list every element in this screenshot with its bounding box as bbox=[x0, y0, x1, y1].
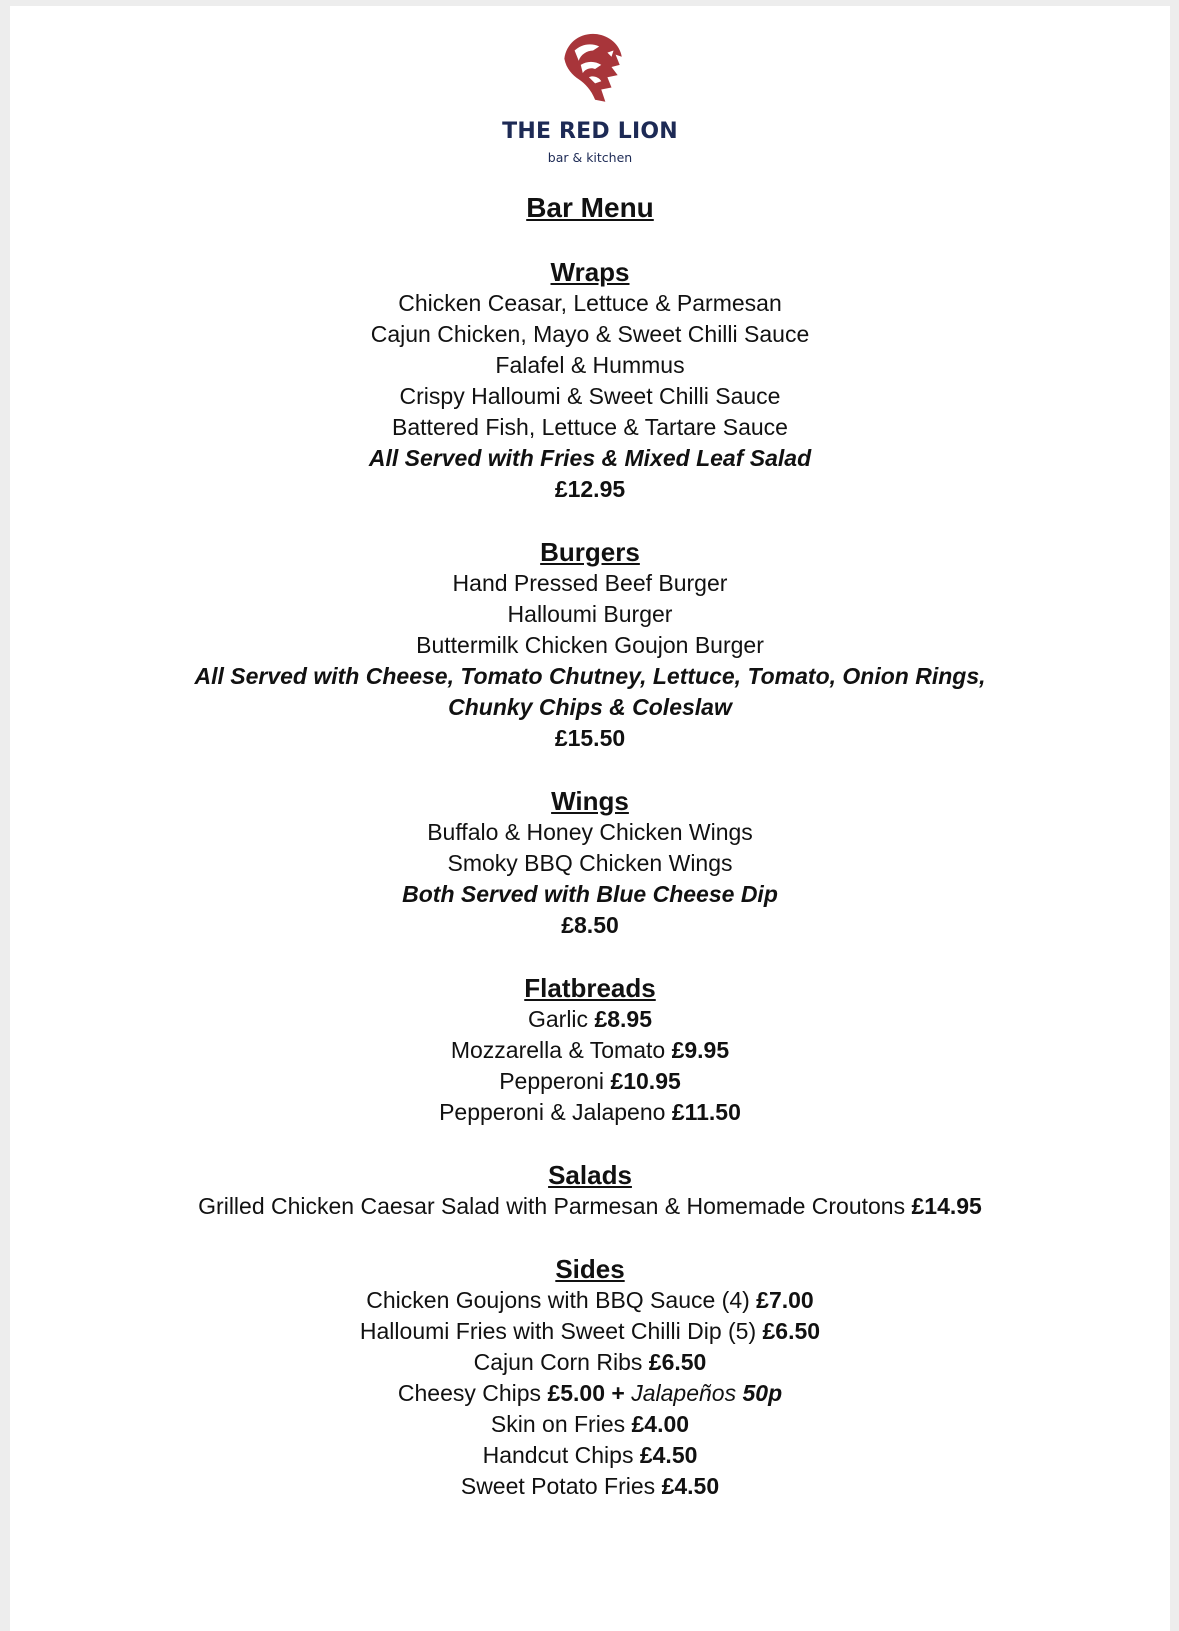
item-price: £6.50 bbox=[762, 1318, 821, 1344]
item-name: Cajun Corn Ribs bbox=[473, 1349, 643, 1375]
menu-item: Buttermilk Chicken Goujon Burger bbox=[416, 632, 764, 658]
section-price: £15.50 bbox=[554, 725, 626, 751]
item-name: Pepperoni bbox=[499, 1068, 605, 1094]
item-price: £4.50 bbox=[661, 1473, 720, 1499]
brand-name: THE RED LION bbox=[502, 119, 678, 144]
menu-item bbox=[10, 1347, 1170, 1378]
section-note: Both Served with Blue Cheese Dip bbox=[402, 881, 778, 907]
section-title: Flatbreads bbox=[524, 973, 656, 1003]
menu-item bbox=[10, 1378, 1170, 1409]
menu-item: Battered Fish, Lettuce & Tartare Sauce bbox=[392, 414, 788, 440]
item-name: Garlic bbox=[527, 1006, 589, 1032]
section-burgers bbox=[10, 536, 1170, 754]
menu-item: Crispy Halloumi & Sweet Chilli Sauce bbox=[399, 383, 781, 409]
item-name: Mozzarella & Tomato bbox=[450, 1037, 666, 1063]
section-price: £12.95 bbox=[554, 476, 626, 502]
brand-tagline: bar & kitchen bbox=[547, 150, 633, 165]
section-title: Wings bbox=[551, 786, 629, 816]
item-name: Chicken Goujons with BBQ Sauce (4) bbox=[366, 1287, 750, 1313]
item-name: Sweet Potato Fries bbox=[460, 1473, 656, 1499]
section-note: All Served with Cheese, Tomato Chutney, Lettuce, Tomato, Onion Rings, bbox=[194, 663, 986, 689]
section-title: Burgers bbox=[540, 537, 640, 567]
item-price: £14.95 bbox=[911, 1193, 982, 1219]
menu-item: Hand Pressed Beef Burger bbox=[452, 570, 728, 596]
item-name: Cheesy Chips bbox=[397, 1380, 542, 1406]
item-name: Halloumi Fries with Sweet Chilli Dip (5) bbox=[359, 1318, 757, 1344]
item-price: £9.95 bbox=[671, 1037, 730, 1063]
item-name: Grilled Chicken Caesar Salad with Parmesan & Homemade Croutons bbox=[198, 1193, 906, 1219]
menu-page bbox=[10, 6, 1170, 1631]
section-wraps bbox=[10, 256, 1170, 505]
item-price: £6.50 bbox=[648, 1349, 707, 1375]
section-flatbreads bbox=[10, 972, 1170, 1128]
section-sides bbox=[10, 1253, 1170, 1502]
item-price: £4.50 bbox=[639, 1442, 698, 1468]
menu-item bbox=[10, 1097, 1170, 1128]
item-name: Pepperoni & Jalapeno bbox=[439, 1099, 666, 1125]
addon-name: Jalapeños bbox=[631, 1380, 737, 1406]
menu-item bbox=[10, 1440, 1170, 1471]
section-title: Sides bbox=[555, 1254, 625, 1284]
section-salads bbox=[10, 1159, 1170, 1222]
section-note: Chunky Chips & Coleslaw bbox=[448, 694, 732, 720]
section-title: Wraps bbox=[550, 257, 630, 287]
menu-item bbox=[10, 1471, 1170, 1502]
menu-item: Cajun Chicken, Mayo & Sweet Chilli Sauce bbox=[370, 321, 810, 347]
lion-head-icon bbox=[550, 28, 632, 110]
menu-item: Smoky BBQ Chicken Wings bbox=[447, 850, 733, 876]
section-price: £8.50 bbox=[561, 912, 619, 938]
item-price: £10.95 bbox=[610, 1068, 681, 1094]
menu-item bbox=[10, 1035, 1170, 1066]
menu-item: Halloumi Burger bbox=[507, 601, 673, 627]
item-price: £5.00 bbox=[547, 1380, 606, 1406]
menu-item bbox=[10, 1191, 1170, 1222]
item-price: £8.95 bbox=[594, 1006, 652, 1032]
menu-item bbox=[10, 1066, 1170, 1097]
menu-item bbox=[10, 1409, 1170, 1440]
item-name: Handcut Chips bbox=[482, 1442, 634, 1468]
menu-item: Buffalo & Honey Chicken Wings bbox=[427, 819, 753, 845]
item-price: £11.50 bbox=[671, 1099, 741, 1125]
section-title: Salads bbox=[548, 1160, 632, 1190]
addon-price: 50p bbox=[742, 1380, 783, 1406]
menu-item bbox=[10, 1316, 1170, 1347]
menu-item bbox=[10, 1004, 1170, 1035]
menu-item bbox=[10, 1285, 1170, 1316]
addon-plus: + bbox=[611, 1380, 625, 1406]
menu-item: Falafel & Hummus bbox=[495, 352, 685, 378]
menu-content bbox=[10, 256, 1170, 1533]
menu-title: Bar Menu bbox=[526, 192, 654, 223]
section-wings bbox=[10, 785, 1170, 941]
item-price: £4.00 bbox=[631, 1411, 690, 1437]
item-price: £7.00 bbox=[756, 1287, 814, 1313]
menu-item: Chicken Ceasar, Lettuce & Parmesan bbox=[398, 290, 782, 316]
item-name: Skin on Fries bbox=[490, 1411, 626, 1437]
section-note: All Served with Fries & Mixed Leaf Salad bbox=[368, 445, 812, 471]
